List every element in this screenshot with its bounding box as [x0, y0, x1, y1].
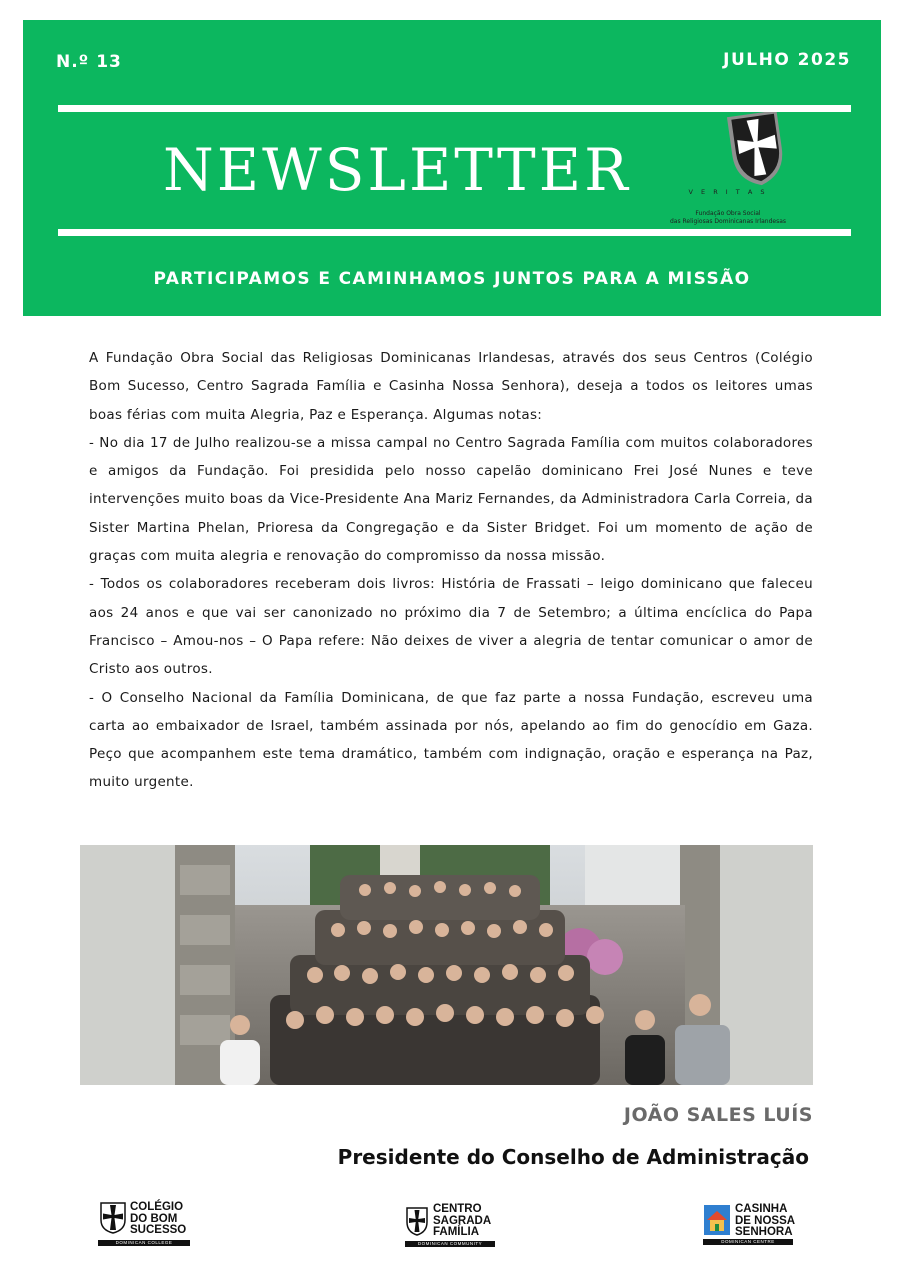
footer-logo-line1: CASINHA: [735, 1203, 788, 1215]
shield-cross-icon: [405, 1202, 429, 1236]
logo-caption-line2: das Religiosas Dominicanas Irlandesas: [670, 218, 786, 225]
paragraph-council: - O Conselho Nacional da Família Dominicana, de que faz parte a nossa Fundação, escreveu uma carta ao embaixador de Israel, também assinada por nós, apelando ao fim do genocídio em Gaza. Peço que acompanhem este tema dramático, também com indignação, oração e esperança na Paz, muito urgente.: [89, 689, 813, 791]
paragraph-books: - Todos os colaboradores receberam dois livros: História de Frassati – leigo dominicano que faleceu aos 24 anos e que vai ser canonizado no próximo dia 7 de Setembro; a última encíclica do Papa Francisco – Amou-nos – O Papa refere: Não deixes de viver a alegria de tentar comunicar o amor de Cristo aos outros.: [89, 576, 813, 678]
footer-logo-line2: SAGRADA: [433, 1214, 492, 1227]
footer-logo-sagrada-familia: [405, 1198, 500, 1250]
logo-caption: [658, 210, 798, 226]
top-divider: [58, 105, 851, 112]
footer-logo-line1: CENTRO: [433, 1203, 482, 1215]
footer-logo-line2: DO BOM: [130, 1212, 178, 1225]
article-body: [89, 344, 813, 797]
footer-logo-text: [735, 1204, 795, 1239]
footer-logo-line3: SENHORA: [735, 1226, 793, 1238]
signer-role: Presidente do Conselho de Administração: [337, 1145, 809, 1169]
house-icon: [703, 1204, 731, 1236]
newsletter-subtitle: PARTICIPAMOS E CAMINHAMOS JUNTOS PARA A MISSÃO: [153, 269, 751, 289]
newsletter-title: NEWSLETTER: [163, 136, 631, 204]
issue-number: N.º 13: [56, 52, 122, 72]
paragraph-mass: - No dia 17 de Julho realizou-se a missa campal no Centro Sagrada Família com muitos colaboradores e amigos da Fundação. Foi presidida pelo nosso capelão dominicano Frei José Nunes e teve intervenções muito boas da Vice-Presidente Ana Mariz Fernandes, da Administradora Carla Correia, da Sister Martina Phelan, Prioresa da Congregação e da Sister Bridget. Foi um momento de ação de graças com muita alegria e renovação do compromisso da nossa missão.: [89, 434, 813, 565]
shield-cross-icon: [100, 1202, 126, 1234]
bottom-divider: [58, 229, 851, 236]
footer-logo-bom-sucesso: [98, 1198, 193, 1250]
footer-logo-casinha: [703, 1198, 798, 1250]
header-banner: [23, 20, 881, 316]
footer-logo-band: DOMINICAN CENTRE: [703, 1239, 793, 1245]
paragraph-intro: A Fundação Obra Social das Religiosas Dominicanas Irlandesas, através dos seus Centros (Colégio Bom Sucesso, Centro Sagrada Família e Casinha Nossa Senhora), deseja a todos os leitores umas boas férias com muita Alegria, Paz e Esperança. Algumas notas:: [89, 350, 813, 423]
veritas-logo: [658, 112, 798, 232]
veritas-cross-icon: [658, 112, 798, 192]
footer-logo-text: [433, 1204, 491, 1239]
footer-logo-line2: DE NOSSA: [735, 1214, 796, 1227]
footer-logo-band: DOMINICAN COMMUNITY: [405, 1241, 495, 1247]
footer-logo-line3: FAMÍLIA: [433, 1226, 479, 1238]
group-photo: [80, 845, 813, 1085]
footer-logo-band: DOMINICAN COLLEGE: [98, 1240, 190, 1246]
logo-caption-line1: Fundação Obra Social: [695, 210, 761, 217]
footer-logo-line3: SUCESSO: [130, 1224, 187, 1236]
signer-name: JOÃO SALES LUÍS: [623, 1104, 813, 1126]
group-photo-image: [80, 845, 813, 1085]
issue-date: JULHO 2025: [723, 50, 851, 70]
footer-logo-line1: COLÉGIO: [130, 1201, 184, 1213]
footer-logo-text: [130, 1202, 186, 1237]
veritas-wordmark: V E R I T A S: [688, 188, 768, 196]
